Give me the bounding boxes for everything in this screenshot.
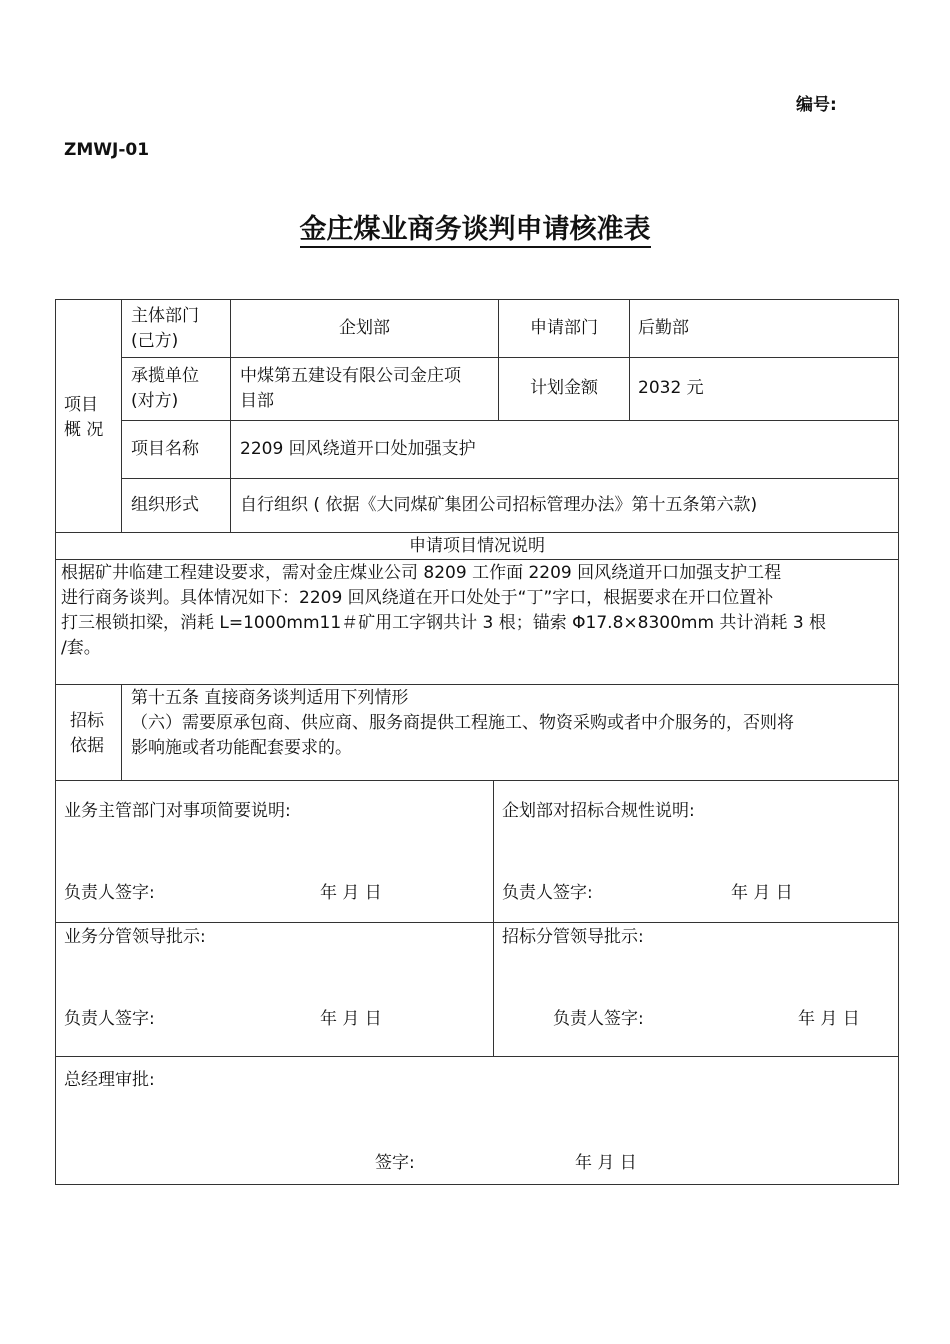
document-code: ZMWJ-01 [64, 140, 150, 160]
date-label: 年 月 日 [320, 883, 382, 903]
divider [55, 559, 899, 560]
planning-dept-label: 企划部对招标合规性说明: [502, 801, 695, 821]
date-label: 年 月 日 [798, 1009, 860, 1029]
subject-dept-label: 主体部门 [131, 306, 199, 326]
basis-line: 第十五条 直接商务谈判适用下列情形 [131, 688, 409, 708]
plan-amount-label: 计划金额 [530, 378, 598, 398]
divider [55, 532, 899, 533]
serial-number-label: 编号: [796, 95, 837, 115]
divider [493, 780, 494, 1056]
date-label: 年 月 日 [731, 883, 793, 903]
subject-dept-value: 企划部 [339, 318, 390, 338]
basis-label-1: 招标 [70, 711, 104, 731]
signer-label: 负责人签字: [553, 1009, 644, 1029]
org-form-value: 自行组织 ( 依据《大同煤矿集团公司招标管理办法》第十五条第六款) [240, 495, 758, 515]
divider [121, 478, 898, 479]
form-title-text: 金庄煤业商务谈判申请核准表 [300, 214, 651, 248]
form-title [0, 207, 950, 246]
contractor-value-2: 目部 [240, 391, 274, 411]
divider [55, 922, 899, 923]
divider [55, 1056, 899, 1057]
signer-label: 负责人签字: [502, 883, 593, 903]
business-leader-label: 业务分管领导批示: [64, 927, 206, 947]
business-dept-label: 业务主管部门对事项简要说明: [64, 801, 291, 821]
description-heading: 申请项目情况说明 [409, 536, 545, 556]
sign-label: 签字: [375, 1153, 415, 1173]
divider [121, 299, 122, 532]
contractor-label: 承揽单位 [131, 366, 199, 386]
overview-section-label-2: 概 况 [64, 420, 104, 440]
divider [121, 420, 898, 421]
basis-line: （六）需要原承包商、供应商、服务商提供工程施工、物资采购或者中介服务的，否则将 [131, 713, 794, 733]
org-form-label: 组织形式 [131, 495, 199, 515]
divider [121, 357, 898, 358]
divider [55, 684, 899, 685]
date-label: 年 月 日 [575, 1153, 637, 1173]
apply-dept-value: 后勤部 [638, 318, 689, 338]
contractor-label-sub: (对方) [131, 391, 179, 411]
divider [121, 684, 122, 780]
basis-label-2: 依据 [70, 736, 104, 756]
bidding-leader-label: 招标分管领导批示: [502, 927, 644, 947]
table-border-right [898, 299, 899, 1185]
description-line: 进行商务谈判。具体情况如下：2209 回风绕道在开口处处于“丁”字口，根据要求在开口位置补 [61, 588, 774, 608]
contractor-value-1: 中煤第五建设有限公司金庄项 [240, 366, 461, 386]
signer-label: 负责人签字: [64, 883, 155, 903]
divider [629, 299, 630, 420]
signer-label: 负责人签字: [64, 1009, 155, 1029]
description-line: /套。 [61, 638, 101, 658]
project-name-label: 项目名称 [131, 439, 199, 459]
subject-dept-label-sub: (己方) [131, 331, 179, 351]
description-line: 根据矿井临建工程建设要求，需对金庄煤业公司 8209 工作面 2209 回风绕道开口加强支护工程 [61, 563, 782, 583]
apply-dept-label: 申请部门 [530, 318, 598, 338]
table-border-top [55, 299, 899, 300]
gm-approval-label: 总经理审批: [64, 1070, 155, 1090]
basis-line: 影响施或者功能配套要求的。 [131, 738, 352, 758]
plan-amount-value: 2032 元 [638, 378, 704, 398]
project-name-value: 2209 回风绕道开口处加强支护 [240, 439, 476, 459]
table-border-bottom [55, 1184, 899, 1185]
divider [55, 780, 899, 781]
date-label: 年 月 日 [320, 1009, 382, 1029]
table-border-left [55, 299, 56, 1185]
description-line: 打三根锁扣梁，消耗 L=1000mm11＃矿用工字钢共计 3 根；锚索 Φ17.8×8300mm 共计消耗 3 根 [61, 613, 827, 633]
overview-section-label-1: 项目 [64, 395, 98, 415]
